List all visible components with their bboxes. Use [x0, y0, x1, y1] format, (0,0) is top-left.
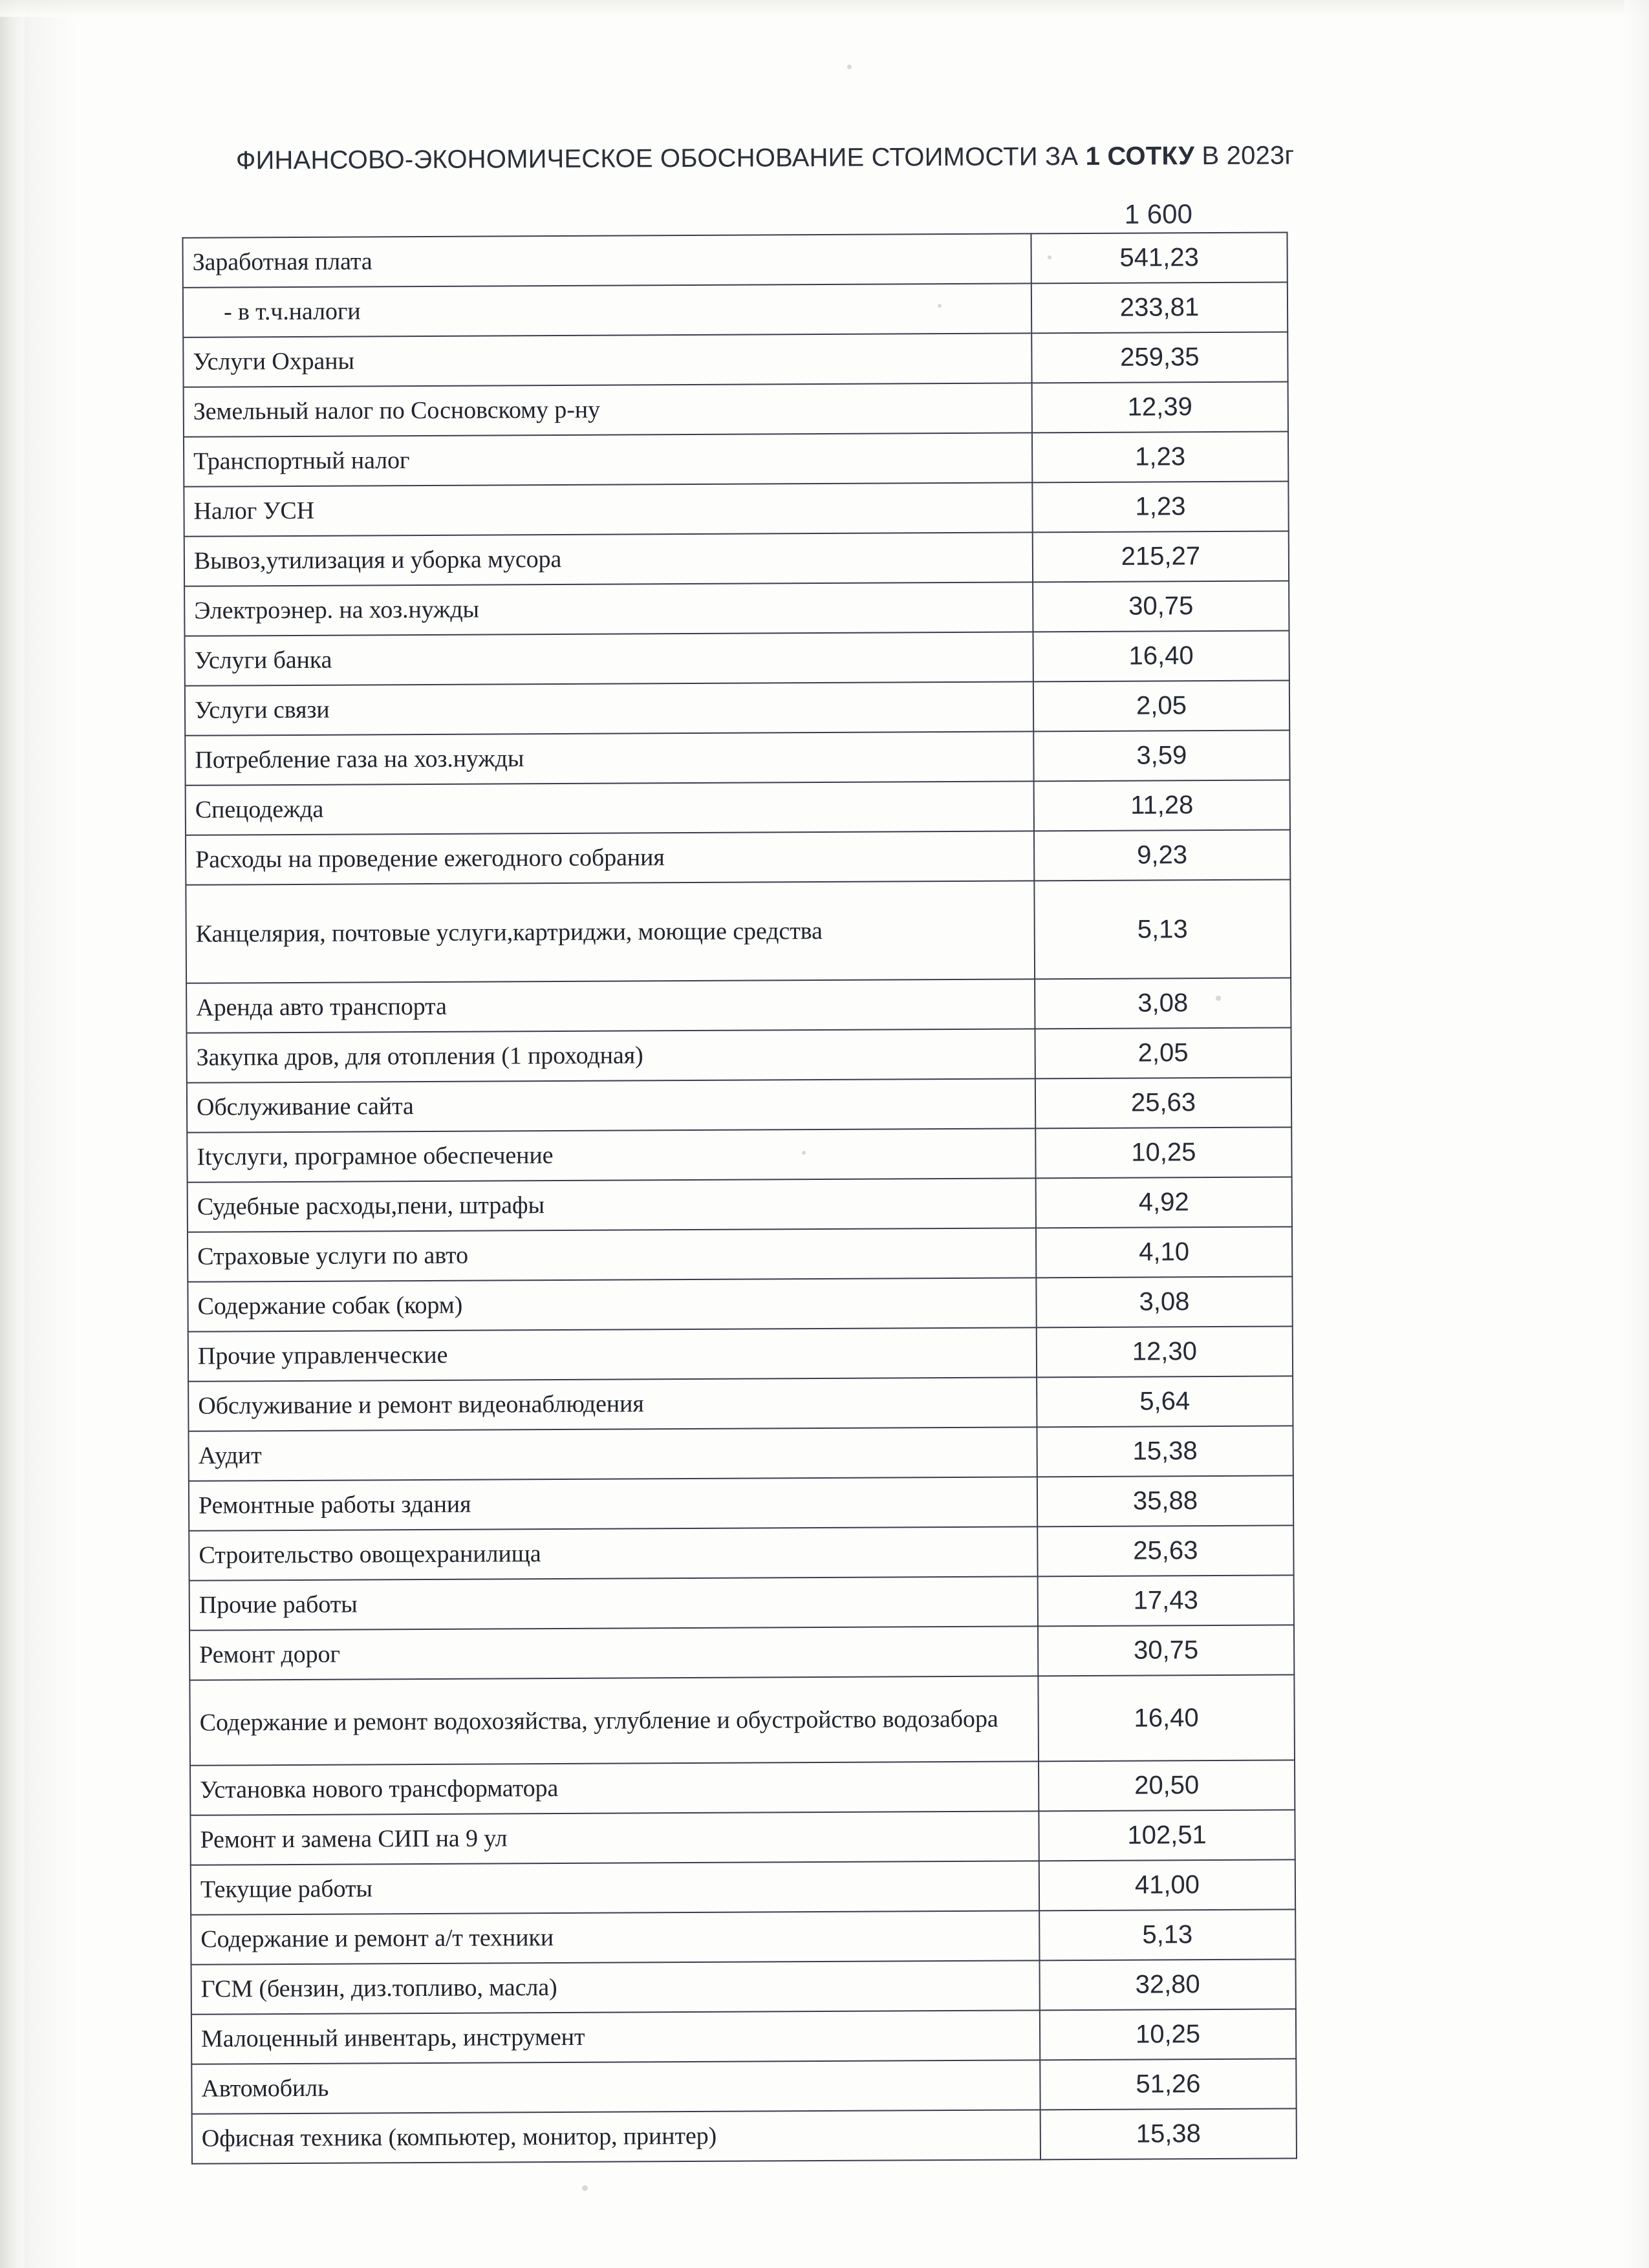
- expense-label-cell: - в т.ч.налоги: [183, 283, 1031, 337]
- page-title-suffix: В 2023г: [1194, 141, 1295, 171]
- table-row: [190, 1760, 1295, 1815]
- table-row: [189, 1575, 1294, 1630]
- table-row: [187, 1127, 1291, 1182]
- expense-label-cell: Земельный налог по Сосновскому р-ну: [184, 383, 1032, 436]
- expense-value-cell: 10,25: [1040, 2009, 1296, 2060]
- table-row: [188, 1376, 1293, 1431]
- expense-label-cell: Судебные расходы,пени, штрафы: [188, 1178, 1036, 1232]
- expense-label-cell: Аудит: [188, 1427, 1037, 1481]
- expense-value-cell: 10,25: [1035, 1127, 1291, 1178]
- table-row: [190, 1810, 1295, 1865]
- cost-breakdown-table-body: [182, 232, 1297, 2163]
- expense-label-cell: Текущие работы: [191, 1861, 1039, 1914]
- page-title-prefix: ФИНАНСОВО-ЭКОНОМИЧЕСКОЕ ОБОСНОВАНИЕ СТОИМОСТИ ЗА: [235, 142, 1086, 175]
- expense-value-cell: 1,23: [1032, 431, 1288, 482]
- expense-label-cell: Установка нового трансформатора: [190, 1761, 1039, 1815]
- expense-value-cell: 259,35: [1031, 332, 1288, 383]
- expense-value-cell: 4,10: [1036, 1226, 1292, 1278]
- expense-value-cell: 5,13: [1034, 879, 1291, 979]
- expense-label-cell: Налог УСН: [184, 482, 1032, 536]
- expense-value-cell: 25,63: [1035, 1077, 1291, 1128]
- table-row: [184, 481, 1288, 536]
- expense-value-cell: 20,50: [1039, 1760, 1295, 1811]
- expense-label-cell: Прочие управленческие: [188, 1327, 1037, 1381]
- expense-value-cell: 233,81: [1031, 282, 1288, 333]
- expense-value-cell: 15,38: [1037, 1426, 1293, 1477]
- expense-value-cell: 41,00: [1039, 1859, 1295, 1910]
- expense-value-cell: 541,23: [1031, 232, 1287, 283]
- expense-value-cell: 17,43: [1038, 1575, 1294, 1626]
- expense-value-cell: 30,75: [1033, 581, 1289, 632]
- table-row: [186, 829, 1290, 884]
- expense-label-cell: Обслуживание сайта: [187, 1078, 1035, 1132]
- table-row: [192, 2108, 1297, 2163]
- expense-value-cell: 4,92: [1036, 1177, 1292, 1228]
- page-title: [236, 141, 1295, 175]
- table-row: [184, 531, 1289, 586]
- table-row: [187, 1077, 1291, 1132]
- expense-label-cell: Строительство овощехранилища: [189, 1526, 1037, 1580]
- expense-value-cell: 3,59: [1033, 730, 1289, 781]
- expense-label-cell: Обслуживание и ремонт видеонаблюдения: [188, 1377, 1037, 1431]
- table-row: [191, 1859, 1295, 1914]
- table-row: [188, 1177, 1292, 1232]
- expense-label-cell: Содержание собак (корм): [188, 1278, 1036, 1331]
- table-row: [189, 1525, 1293, 1580]
- expense-label-cell: Страховые услуги по авто: [188, 1228, 1036, 1281]
- expense-label-cell: Ремонт дорог: [189, 1626, 1038, 1680]
- expense-value-cell: 16,40: [1033, 630, 1289, 681]
- expense-label-cell: Аренда авто транспорта: [186, 979, 1035, 1032]
- expense-label-cell: Автомобиль: [191, 2060, 1040, 2113]
- table-row: [188, 1426, 1293, 1481]
- expense-value-cell: 12,39: [1032, 381, 1288, 433]
- table-row: [189, 1625, 1294, 1680]
- expense-label-cell: Содержание и ремонт водохозяйства, углубление и обустройство водозабора: [189, 1676, 1039, 1765]
- expense-label-cell: ГСМ (бензин, диз.топливо, масла): [191, 1960, 1040, 2014]
- expense-label-cell: Прочие работы: [189, 1576, 1038, 1630]
- column-header-total-plots: 1 600: [1124, 198, 1192, 230]
- table-row: [188, 1276, 1292, 1331]
- expense-label-cell: Ityслуги, програмное обеспечение: [187, 1128, 1035, 1182]
- expense-value-cell: 5,64: [1037, 1376, 1293, 1427]
- table-row: [186, 978, 1291, 1032]
- expense-label-cell: Закупка дров, для отопления (1 проходная): [186, 1029, 1035, 1082]
- table-row: [191, 1959, 1296, 2014]
- expense-label-cell: Офисная техника (компьютер, монитор, принтер): [192, 2110, 1040, 2163]
- table-row: [182, 232, 1287, 287]
- expense-label-cell: Расходы на проведение ежегодного собрания: [186, 831, 1034, 884]
- expense-value-cell: 11,28: [1034, 780, 1290, 831]
- expense-value-cell: 30,75: [1038, 1625, 1294, 1676]
- table-row: [191, 1909, 1295, 1964]
- expense-value-cell: 35,88: [1037, 1475, 1293, 1526]
- expense-label-cell: Содержание и ремонт а/т техники: [191, 1910, 1039, 1964]
- table-row: [186, 780, 1290, 835]
- expense-label-cell: Малоценный инвентарь, инструмент: [191, 2010, 1040, 2064]
- expense-label-cell: Услуги банка: [184, 632, 1033, 685]
- table-row: [186, 879, 1291, 983]
- expense-label-cell: Электроэнер. на хоз.нужды: [184, 582, 1033, 636]
- expense-value-cell: 51,26: [1040, 2059, 1296, 2110]
- expense-label-cell: Канцелярия, почтовые услуги,картриджи, моющие средства: [186, 881, 1035, 983]
- expense-value-cell: 3,08: [1035, 978, 1291, 1029]
- table-row: [185, 680, 1289, 735]
- table-row: [184, 381, 1288, 436]
- expense-label-cell: Транспортный налог: [184, 433, 1032, 486]
- table-row: [184, 431, 1288, 486]
- expense-label-cell: Услуги связи: [185, 681, 1033, 735]
- table-row: [183, 332, 1288, 387]
- expense-value-cell: 1,23: [1032, 481, 1288, 532]
- expense-value-cell: 9,23: [1034, 829, 1290, 881]
- table-row: [189, 1475, 1293, 1530]
- expense-label-cell: Услуги Охраны: [183, 333, 1031, 387]
- expense-label-cell: Потребление газа на хоз.нужды: [185, 731, 1033, 785]
- expense-value-cell: 25,63: [1037, 1525, 1293, 1576]
- expense-value-cell: 5,13: [1039, 1909, 1295, 1960]
- expense-value-cell: 32,80: [1040, 1959, 1296, 2010]
- table-row: [188, 1226, 1292, 1281]
- table-row: [185, 730, 1289, 785]
- expense-label-cell: Заработная плата: [182, 233, 1031, 287]
- page-title-emphasis: 1 СОТКУ: [1085, 142, 1195, 171]
- table-row: [191, 2009, 1296, 2064]
- table-row: [189, 1674, 1295, 1765]
- table-row: [183, 282, 1288, 337]
- table-row: [188, 1326, 1293, 1381]
- table-row: [191, 2059, 1296, 2113]
- expense-label-cell: Ремонтные работы здания: [189, 1477, 1037, 1530]
- expense-value-cell: 16,40: [1038, 1674, 1295, 1761]
- expense-value-cell: 2,05: [1035, 1027, 1291, 1078]
- expense-value-cell: 3,08: [1036, 1276, 1292, 1327]
- expense-value-cell: 102,51: [1039, 1810, 1295, 1861]
- cost-breakdown-table: [182, 231, 1297, 2164]
- expense-label-cell: Ремонт и замена СИП на 9 ул: [190, 1811, 1039, 1865]
- expense-value-cell: 215,27: [1033, 531, 1289, 582]
- expense-label-cell: Вывоз,утилизация и уборка мусора: [184, 532, 1033, 586]
- expense-value-cell: 2,05: [1033, 680, 1289, 731]
- table-row: [184, 630, 1289, 685]
- expense-value-cell: 15,38: [1040, 2108, 1297, 2159]
- table-row: [184, 581, 1289, 636]
- expense-label-cell: Спецодежда: [186, 781, 1034, 835]
- table-row: [186, 1027, 1291, 1082]
- expense-value-cell: 12,30: [1037, 1326, 1293, 1377]
